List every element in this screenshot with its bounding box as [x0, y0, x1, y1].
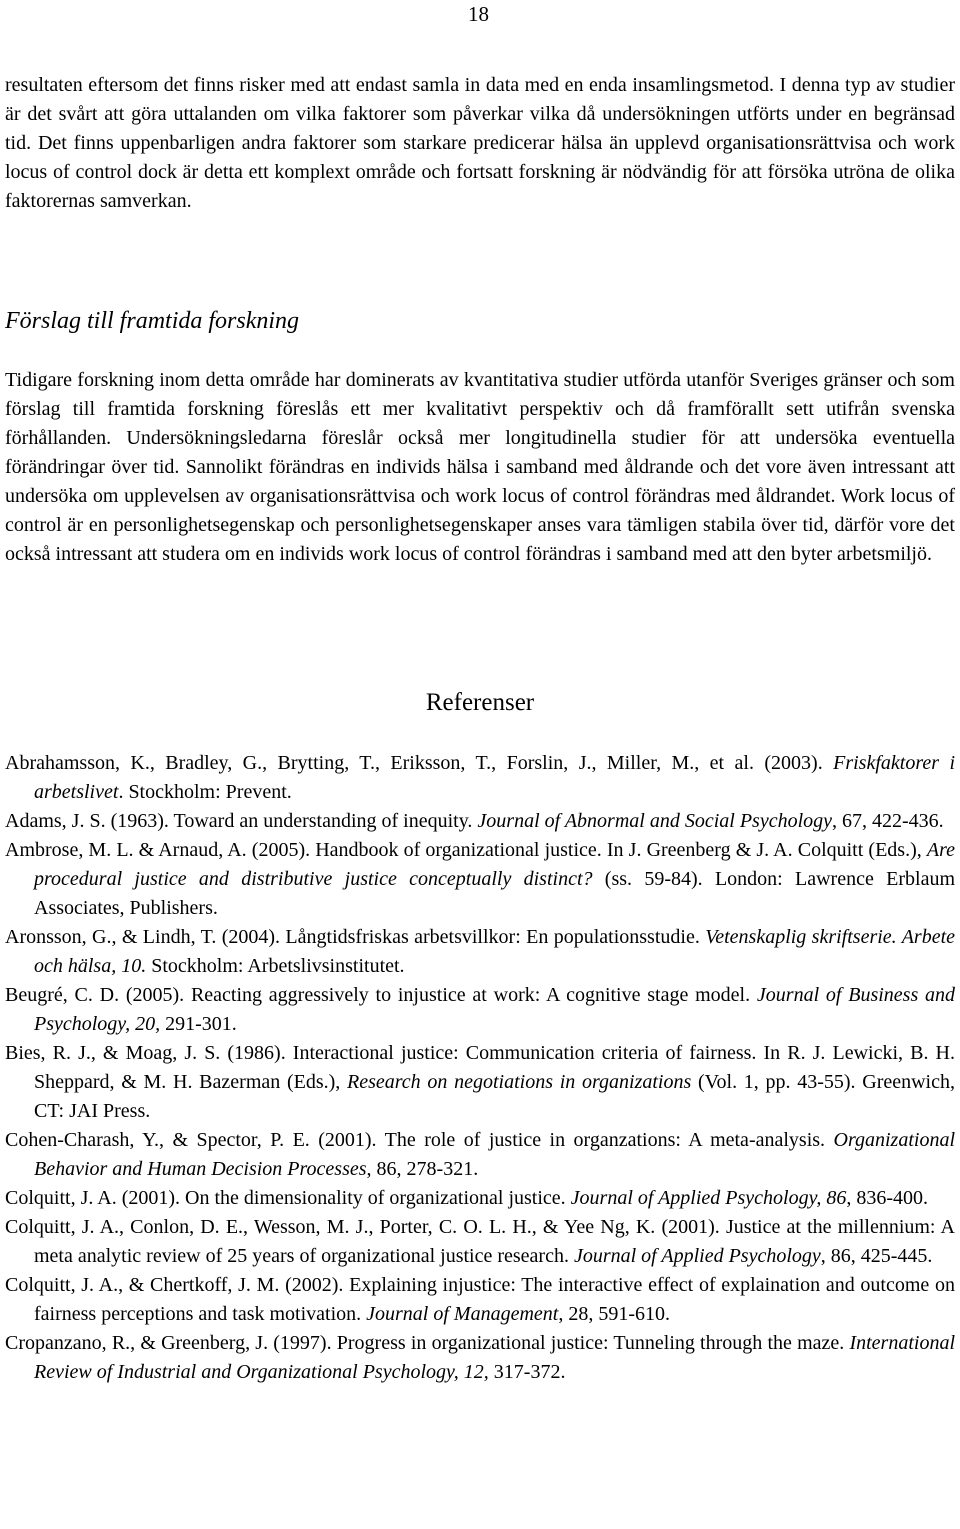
reference-item	[5, 923, 955, 981]
ref-text: Colquitt, J. A. (2001). On the dimensionality of organizational justice.	[5, 1187, 571, 1209]
ref-italic: Journal of Applied Psychology, 86	[570, 1187, 847, 1209]
reference-item	[5, 1126, 955, 1184]
ref-italic: Vetenskaplig skriftserie. Arbete och hälsa, 10.	[34, 926, 956, 977]
reference-item	[5, 1184, 955, 1213]
ref-text: Cropanzano, R., & Greenberg, J. (1997). Progress in organizational justice: Tunneling through the maze.	[5, 1332, 850, 1354]
ref-text: Abrahamsson, K., Bradley, G., Brytting, T., Eriksson, T., Forslin, J., Miller, M., et al. (2003).	[5, 752, 834, 774]
ref-text: (ss. 59-84). London: Lawrence Erblaum Associates, Publishers.	[34, 868, 955, 919]
ref-text: . Stockholm: Prevent.	[118, 781, 292, 803]
ref-italic: Research on negotiations in organizations	[347, 1071, 692, 1093]
reference-item	[5, 807, 955, 836]
reference-item	[5, 1329, 955, 1387]
ref-text: Bies, R. J., & Moag, J. S. (1986). Interactional justice: Communication criteria of fairness. In R. J. Lewicki, B. H. Sheppard, & M. H. Bazerman (Eds.),	[5, 1042, 955, 1093]
ref-text: Adams, J. S. (1963). Toward an understanding of inequity.	[5, 810, 478, 832]
ref-text: , 86, 425-445.	[820, 1245, 933, 1267]
ref-text: 291-301.	[160, 1013, 237, 1035]
ref-text: Beugré, C. D. (2005). Reacting aggressively to injustice at work: A cognitive stage model.	[5, 984, 757, 1006]
ref-italic: Journal of Abnormal and Social Psychology	[477, 810, 833, 832]
references-heading: Referenser	[425, 689, 535, 716]
ref-text: Colquitt, J. A., & Chertkoff, J. M. (2002). Explaining injustice: The interactive effect of explaination and outcome on fairness perceptions and task motivation.	[5, 1274, 955, 1325]
reference-item	[5, 981, 955, 1039]
reference-item	[5, 1271, 955, 1329]
ref-text: 317-372.	[488, 1361, 566, 1383]
reference-item	[5, 836, 955, 923]
body-paragraph-2: Tidigare forskning inom detta område har dominerats av kvantitativa studier utförda utanför Sveriges gränser och som förslag till framtida forskning föreslås ett mer kvalitativt perspektiv och då framförallt sett utifrån svenska förhållanden. Undersökningsledarna föreslår också mer longitudinella studier för att undersöka eventuella förändringar över tid. Sannolikt förändras en individs hälsa i samband med åldrande och det vore även intressant att undersöka om upplevelsen av organisationsrättvisa och work locus of control förändras med åldrandet. Work locus of control är en personlighetsegenskap och personlighetsegenskaper anses vara tämligen stabila över tid, därför vore det också intressant att studera om en individs work locus of control förändras i samband med att den byter arbetsmiljö.	[5, 369, 955, 565]
ref-text: , 86, 278-321.	[366, 1158, 479, 1180]
ref-text: , 836-400.	[846, 1187, 929, 1209]
ref-text: Cohen-Charash, Y., & Spector, P. E. (2001). The role of justice in organzations: A meta-analysis.	[5, 1129, 834, 1151]
ref-text: (Vol. 1, pp. 43-55). Greenwich, CT: JAI Press.	[34, 1071, 955, 1122]
ref-italic: Are procedural justice and distributive justice conceptually distinct?	[34, 839, 955, 890]
ref-text: Aronsson, G., & Lindh, T. (2004). Långtidsfriskas arbetsvillkor: En populationsstudie.	[5, 926, 706, 948]
reference-item	[5, 1039, 955, 1126]
ref-text: Stockholm: Arbetslivsinstitutet.	[146, 955, 405, 977]
ref-italic: Journal of Management	[366, 1303, 559, 1325]
section-title: Förslag till framtida forskning	[5, 308, 300, 334]
ref-italic: Organizational Behavior and Human Decision Processes	[34, 1129, 955, 1180]
ref-italic: Journal of Business and Psychology, 20,	[34, 984, 955, 1035]
body-paragraph-1: resultaten eftersom det finns risker med att endast samla in data med en enda insamlingsmetod. I denna typ av studier är det svårt att göra uttalanden om vilka faktorer som påverkar vilka då undersökningen utförts under en begränsad tid. Det finns uppenbarligen andra faktorer som starkare predicerar hälsa än upplevd organisationsrättvisa och work locus of control dock är detta ett komplext område och fortsatt forskning är nödvändig för att försöka utröna de olika faktorernas samverkan.	[5, 74, 955, 212]
ref-italic: Friskfaktorer i arbetslivet	[34, 752, 956, 803]
page-number: 18	[468, 2, 489, 26]
ref-italic: Journal of Applied Psychology	[573, 1245, 821, 1267]
reference-item	[5, 1213, 955, 1271]
ref-italic: International Review of Industrial and Organizational Psychology, 12,	[34, 1332, 955, 1383]
reference-list	[5, 749, 955, 1387]
ref-text: Colquitt, J. A., Conlon, D. E., Wesson, M. J., Porter, C. O. L. H., & Yee Ng, K. (2001). Justice at the millennium: A meta analytic review of 25 years of organizational justice research.	[5, 1216, 955, 1267]
ref-text: Ambrose, M. L. & Arnaud, A. (2005). Handbook of organizational justice. In J. Greenberg & J. A. Colquitt (Eds.),	[5, 839, 927, 861]
ref-text: , 67, 422-436.	[832, 810, 944, 832]
reference-item	[5, 749, 955, 807]
ref-text: , 28, 591-610.	[558, 1303, 670, 1325]
